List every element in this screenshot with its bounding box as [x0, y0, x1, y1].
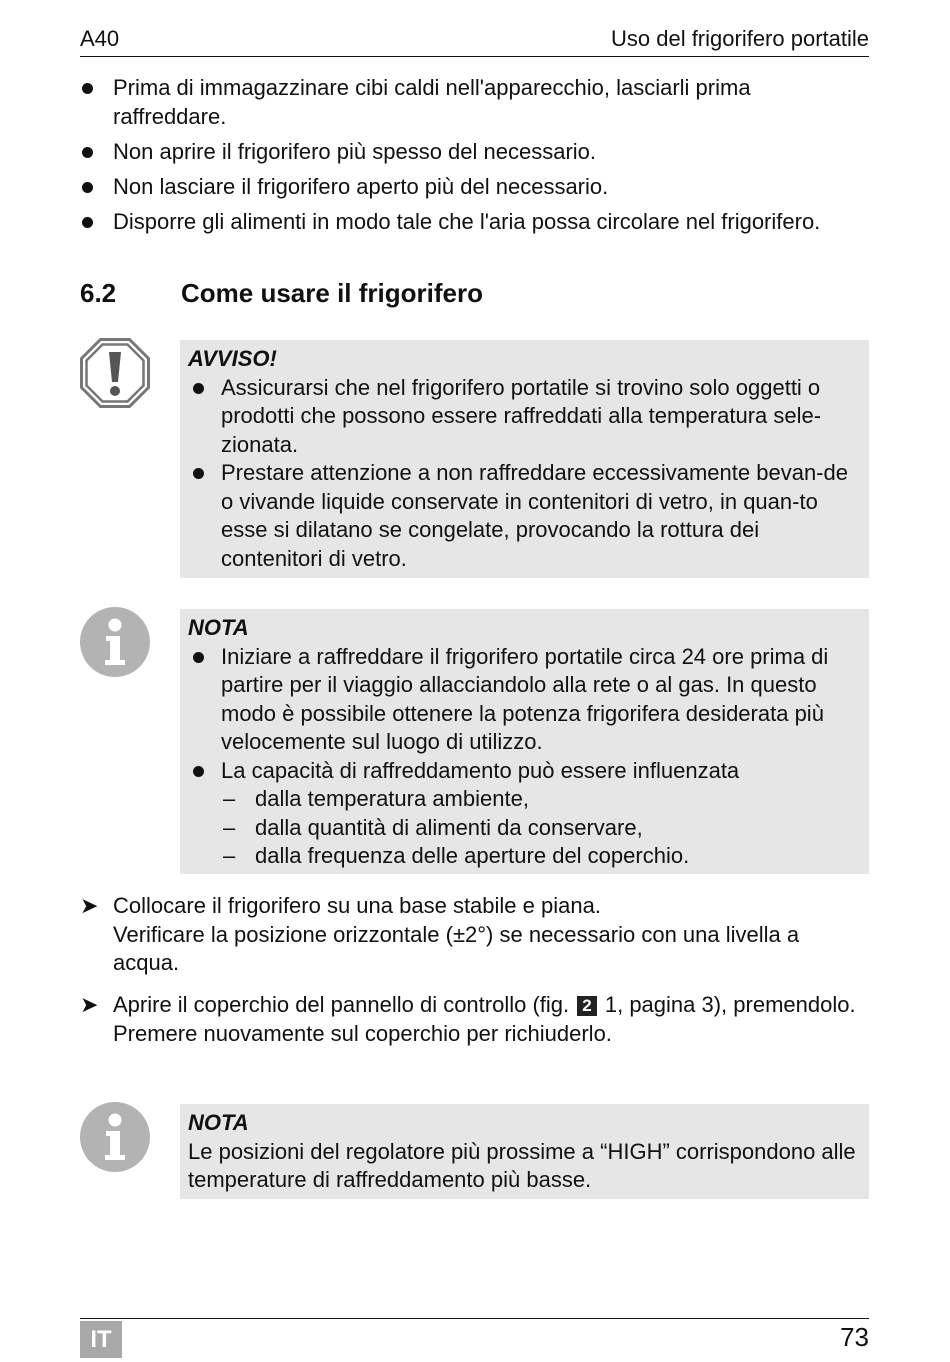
header-section-title: Uso del frigorifero portatile: [610, 26, 869, 51]
info-icon: [80, 1102, 150, 1172]
bullet-icon: [193, 652, 204, 663]
sub-list-item: – dalla quantità di alimenti da conservare,: [188, 814, 861, 843]
step-text: Verificare la posizione orizzontale (±2°) se necessario con una livella a acqua.: [113, 921, 800, 975]
warning-box: [180, 340, 869, 578]
bullet-icon: [193, 468, 204, 479]
list-item: Non lasciare il frigorifero aperto più del necessario.: [80, 173, 869, 202]
list-item: Non aprire il frigorifero più spesso del necessario.: [80, 138, 869, 167]
sub-list-item: – dalla frequenza delle aperture del coperchio.: [188, 842, 861, 871]
bullet-icon: [82, 182, 93, 193]
footer-divider: [80, 1318, 869, 1319]
note-box: [180, 1104, 869, 1199]
step-text: Premere nuovamente sul coperchio per richiuderlo.: [113, 1020, 612, 1046]
bullet-icon: [193, 383, 204, 394]
dash-marker: –: [223, 843, 236, 868]
list-item: Prima di immagazzinare cibi caldi nell'apparecchio, lasciarli prima raffreddare.: [80, 74, 869, 131]
dash-marker: –: [223, 814, 236, 840]
note-title: NOTA: [188, 1110, 249, 1135]
instruction-step: [80, 991, 869, 1048]
warning-title: AVVISO!: [188, 346, 277, 371]
step-text: Collocare il frigorifero su una base stabile e piana.: [113, 893, 601, 918]
bullet-icon: [82, 83, 93, 94]
sub-list-item: – dalla temperatura ambiente,: [188, 785, 861, 814]
figure-number-badge: 2: [577, 996, 596, 1016]
list-item: Disporre gli alimenti in modo tale che l'aria possa circolare nel frigorifero.: [80, 208, 869, 237]
header-model: A40: [80, 26, 120, 51]
section-title: Come usare il frigorifero: [181, 278, 483, 308]
list-item: Assicurarsi che nel frigorifero portatile si trovino solo oggetti o prodotti che possono essere raffreddati alla temperatura sele-zionata.: [188, 374, 861, 460]
note-box: [180, 609, 869, 874]
bullet-icon: [82, 217, 93, 228]
list-item: Iniziare a raffreddare il frigorifero portatile circa 24 ore prima di partire per il viaggio allacciandolo alla rete o al gas. In questo modo è possibile ottenere la potenza frigorifera desiderata più velocemente sul luogo di utilizzo.: [188, 643, 861, 757]
list-item: La capacità di raffreddamento può essere influenzata: [188, 757, 861, 786]
bullet-icon: [82, 147, 93, 158]
warning-exclamation-icon: [80, 338, 150, 408]
info-icon: [80, 607, 150, 677]
section-number: 6.2: [80, 278, 117, 308]
note-text: Le posizioni del regolatore più prossime a “HIGH” corrispondono alle temperature di raffreddamento più basse.: [188, 1138, 856, 1192]
arrow-icon: ➤: [80, 992, 99, 1017]
list-item: Prestare attenzione a non raffreddare eccessivamente bevan-de o vivande liquide conservate in contenitori di vetro, in quan-to esse si dilatano se congelate, provocando la rottura dei contenitori di vetro.: [188, 459, 861, 573]
dash-marker: –: [223, 786, 236, 811]
page-number: 73: [840, 1322, 869, 1352]
page-header: [80, 24, 869, 57]
step-text: Aprire il coperchio del pannello di controllo (fig. 2 1, pagina 3), premendolo.: [113, 992, 856, 1017]
instruction-step: [80, 892, 869, 978]
language-badge: IT: [80, 1321, 122, 1358]
bullet-icon: [193, 766, 204, 777]
note-title: NOTA: [188, 615, 249, 640]
intro-bullet-list: [80, 74, 869, 243]
section-heading: [80, 278, 483, 309]
arrow-icon: ➤: [80, 893, 99, 918]
